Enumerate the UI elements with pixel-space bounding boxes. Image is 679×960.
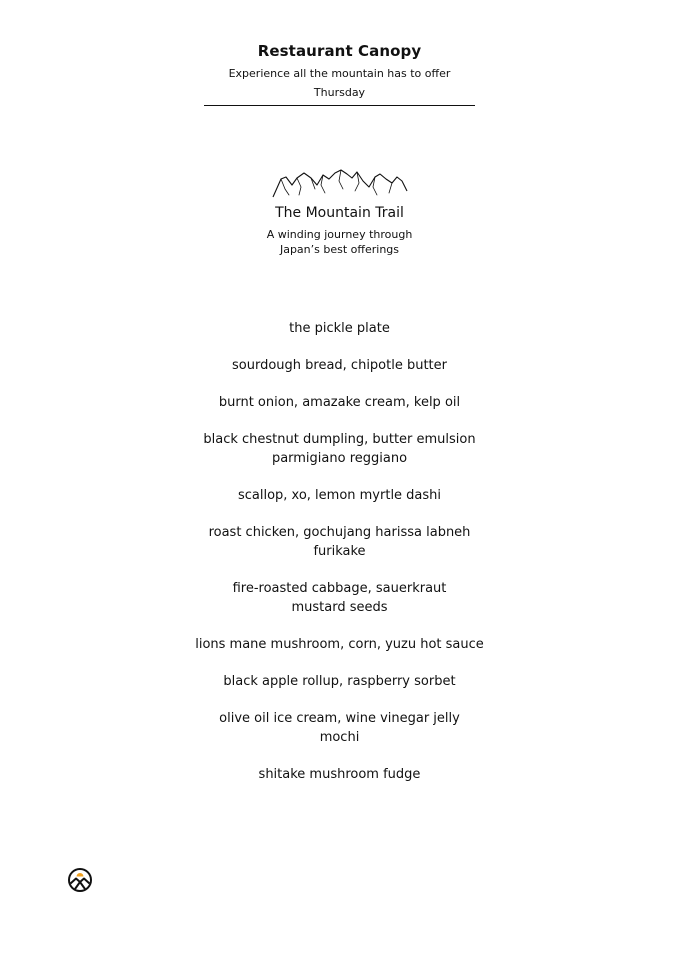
menu-subtitle-line: A winding journey through [266, 228, 413, 241]
course-list [0, 319, 679, 802]
restaurant-name: Restaurant Canopy [257, 42, 422, 60]
course-line: black apple rollup, raspberry sorbet [223, 674, 456, 689]
course-line: mustard seeds [291, 600, 388, 615]
course-line: shitake mushroom fudge [258, 767, 421, 782]
menu-day: Thursday [313, 86, 366, 99]
menu-title: The Mountain Trail [275, 205, 404, 221]
course-item [0, 356, 679, 375]
course-line: black chestnut dumpling, butter emulsion [203, 432, 476, 447]
course-item [0, 319, 679, 338]
course-line: parmigiano reggiano [271, 451, 408, 466]
course-line: furikake [313, 544, 366, 559]
course-line: lions mane mushroom, corn, yuzu hot sauce [195, 637, 484, 652]
course-item [0, 430, 679, 468]
header-divider [204, 105, 475, 106]
course-line: roast chicken, gochujang harissa labneh [208, 525, 471, 540]
course-item [0, 765, 679, 784]
course-line: fire-roasted cabbage, sauerkraut [232, 581, 447, 596]
course-item [0, 635, 679, 654]
course-item [0, 709, 679, 747]
menu-subtitle-line: Japan’s best offerings [279, 243, 400, 256]
course-item [0, 393, 679, 412]
course-line: sourdough bread, chipotle butter [231, 358, 447, 373]
menu-subtitle [0, 227, 679, 257]
course-line: scallop, xo, lemon myrtle dashi [237, 488, 442, 503]
menu-header [0, 40, 679, 100]
sun-accent [77, 873, 84, 877]
course-item [0, 579, 679, 617]
mountain-sun-logo-icon [67, 867, 93, 893]
course-item [0, 523, 679, 561]
course-line: olive oil ice cream, wine vinegar jelly [219, 711, 460, 726]
course-line: burnt onion, amazake cream, kelp oil [218, 395, 461, 410]
tagline: Experience all the mountain has to offer [228, 67, 451, 80]
course-line: mochi [319, 730, 360, 745]
course-item [0, 672, 679, 691]
mountain-range-icon [271, 165, 409, 199]
menu-heading [0, 165, 679, 257]
course-item [0, 486, 679, 505]
course-line: the pickle plate [289, 321, 390, 336]
